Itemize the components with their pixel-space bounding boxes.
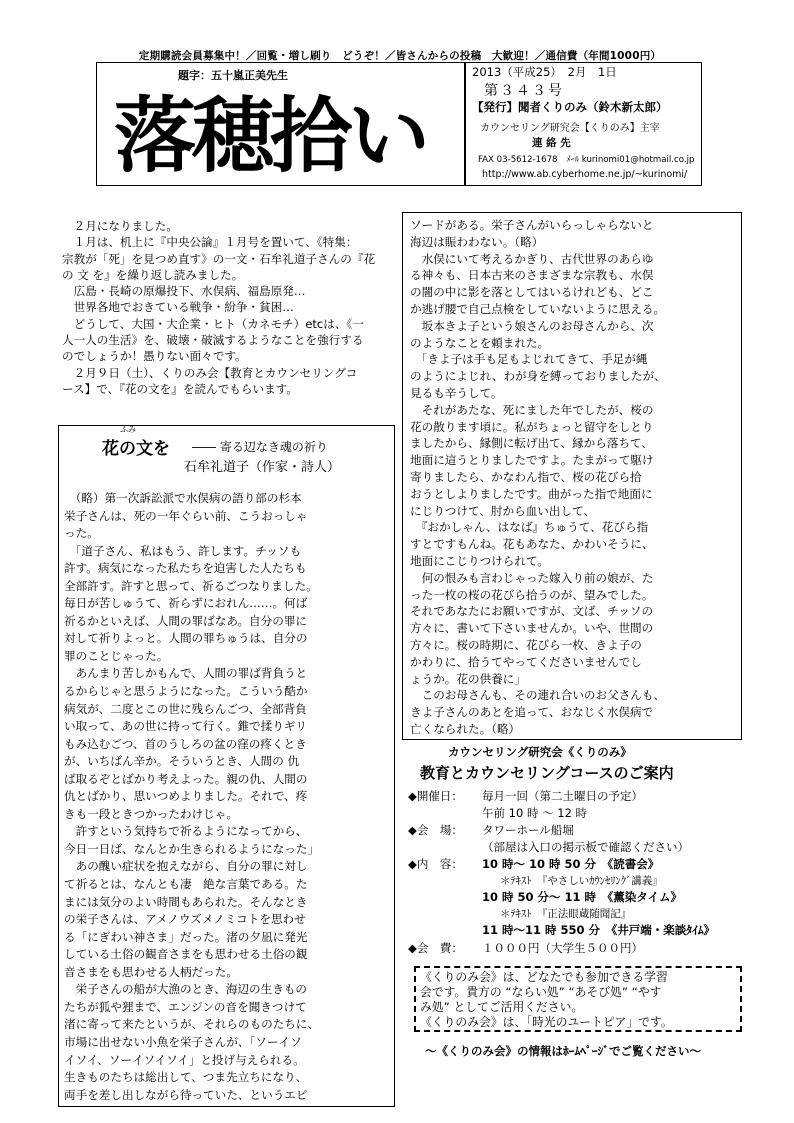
text-line: み処” としてご活用ください。 <box>420 1000 584 1014</box>
text-line: い取って、あの世に持って行く。錐で揉りギリ <box>64 719 308 734</box>
announcement-details <box>408 788 748 957</box>
announcement-value: 11 時～11 時 550 分 《井戸端・楽談ﾀｲﾑ》 <box>482 923 716 937</box>
text-line: あの醜い症状を抱えながら、自分の罪に対し <box>64 859 308 874</box>
text-line: ょうか。花の供養に」 <box>410 671 526 686</box>
text-line: 今日一日ば、なんとか生きられるようになった」 <box>64 841 320 856</box>
text-line: 花の散ります頃に。私がちょっと留守をしとり <box>410 419 654 434</box>
subscription-banner: 定期購読会員募集中！／回覧・増し刷り どうぞ！／皆さんからの投稿 大歓迎！／通信費（年間1000円） <box>138 50 662 62</box>
text-line: 生きものたちは総出して、つま先立ちになり、 <box>64 1070 308 1085</box>
announcement-value: タワーホール船堀 <box>482 823 574 837</box>
excerpt-author: 石牟礼道子（作家・詩人） <box>184 460 341 475</box>
text-line: 海辺は賑わわない。（略） <box>410 234 544 249</box>
text-line: 寄りましたら、かなわん指で、桜の花びら拾 <box>410 469 642 484</box>
text-line: きよ子さんのあとを追って、おなじく水俣病で <box>410 705 654 720</box>
announcement-label: ◆会 場： <box>408 823 463 837</box>
text-line: おうとしよりましたです。曲がった指で地面に <box>410 486 653 501</box>
announcement-row <box>408 856 748 939</box>
announcement-value: １０００円（大学生５００円） <box>482 940 643 955</box>
text-line: 地面に這うとりましたですよ。たまがって駆け <box>410 453 654 468</box>
svg-text:落穂拾い: 落穂拾い <box>114 88 427 178</box>
text-line: きも一段ときつかったわけじゃ。 <box>64 806 238 821</box>
text-line: もみ込むごつ、首のうしろの盆の窪の疼くとき <box>64 736 307 751</box>
announcement-title: 教育とカウンセリングコースのご案内 <box>420 764 674 782</box>
issue-number: 第３４３号 <box>484 83 564 99</box>
text-line: 「きよ子は手も足もよじれてきて、手足が縄 <box>410 352 648 367</box>
text-line: るからじゃと思うようになった。こういう酷か <box>64 684 308 699</box>
text-line: が、いちばん辛か。そういうとき、人間の 仇 <box>64 754 300 769</box>
text-line: ース】で、『花の文を』を読んでもらいます。 <box>62 381 298 396</box>
text-line: て祈るとは、なんとも凄 絶な言葉である。た <box>64 877 308 892</box>
masthead-title-logo <box>112 82 462 178</box>
text-line: にじりつけて、肘から血い出して、 <box>410 503 596 518</box>
text-line: 宗教が「死」を見つめ直す》の一文・石牟礼道子さんの『花 <box>62 251 376 266</box>
announcement-value: 10 時 50 分～ 11 時 《薫染タイム》 <box>482 890 683 904</box>
issue-date: 2013（平成25） 2月 1日 <box>472 65 617 79</box>
text-line: 《くりのみ会》は、「時光のユートピア」です。 <box>420 1015 673 1029</box>
text-line: 「道子さん、私はもう、許します。チッソも <box>64 543 302 558</box>
text-line: 罪のことじゃった。 <box>64 648 169 663</box>
text-line: る「にぎわい神さま」だった。渚の夕凪に発光 <box>64 929 308 944</box>
text-line: か逃げ腰で自己点検をしていないように思える。 <box>410 301 666 316</box>
text-line: ば取るぞとばかり考えよった。親の仇、人間の <box>64 771 308 786</box>
text-line: 人一人の生活》を、破壊・破滅するようなことを強行する <box>62 333 364 348</box>
text-line: 渚に寄って来たというが、それらのものたちに、 <box>64 1017 320 1032</box>
announcement-org: カウンセリング研究会《くりのみ》 <box>448 745 632 759</box>
text-line: あんまり苦しかもんで、人間の罪ば背負うと <box>64 666 308 681</box>
text-line: のようによじれ、わが身を縛っておりましたが、 <box>410 369 666 384</box>
text-line: 全部許す。許すと思って、祈るごつなりました。 <box>64 578 318 593</box>
announcement-label: ◆会 費： <box>408 940 463 955</box>
text-line: （略）第一次訴訟派で水俣病の語り部の杉本 <box>64 491 302 505</box>
announcement-value: ＊ﾃｷｽﾄ 『やさしいｶｳﾝｾﾘﾝｸﾞ講義』 <box>500 874 663 887</box>
text-line: １月は、机上に『中央公論』１月号を置いて、《特集： <box>62 235 358 250</box>
text-line: のようなことを頼まれた。 <box>410 335 550 350</box>
text-line: すとですもんね。花もあなた、かわいそうに、 <box>410 537 654 552</box>
text-line: の闇の中に影を落としてはいるけれども、どこ <box>410 285 654 300</box>
excerpt-body <box>64 490 390 1104</box>
text-line: 見るも辛うして。 <box>410 385 503 400</box>
text-line: 会です。貴方の “ならい処” “あそび処” “やす <box>420 985 662 999</box>
text-line: 水俣にいて考えるかぎり、古代世界のあらゆ <box>410 251 654 266</box>
text-line: どうして、大国・大企業・ヒト（カネモチ）etcは、《一 <box>62 316 364 331</box>
website-url[interactable]: http://www.ab.cyberhome.ne.jp/~kurinomi/ <box>482 169 688 180</box>
text-line: 地面にこじりつけられて。 <box>410 553 549 568</box>
announcement-value: 午前 10 時 ～ 12 時 <box>482 805 588 820</box>
text-line: ２月９日（土）、くりのみ会【教育とカウンセリングコ <box>62 365 358 380</box>
footer-note: ～《くりのみ会》の情報はﾎｰﾑﾍﾟｰｼﾞでご覧ください～ <box>425 1044 701 1058</box>
text-line: 毎日が苦しゅうて、祈らずにおれん……。何ば <box>64 596 308 611</box>
announcement-label: ◆内 容： <box>408 857 463 871</box>
calligraphy-credit: 題字：五十嵐正美先生 <box>178 69 288 82</box>
text-line: 方々に、書いて下さいませんか。いや、世間の <box>410 621 654 636</box>
intro-text <box>62 218 392 397</box>
contact-label: 連 絡 先 <box>532 137 571 149</box>
text-line: 祈るかといえば、人間の罪ばなあ。自分の罪に <box>64 613 308 628</box>
text-line: った一枚の桜の花びら拾うのが、望みでした。 <box>410 587 654 602</box>
text-line: ましたから、縁側に転げ出て、縁から落ちて、 <box>410 436 653 451</box>
announcement-row <box>408 822 748 855</box>
text-line: 許す。病気になった私たちを迫害した人たちも <box>64 561 307 576</box>
text-line: の 文 を』を繰り返し読みました。 <box>62 267 244 282</box>
text-line: ソードがある。栄子さんがいらっしゃらないと <box>410 218 654 232</box>
excerpt-continuation-text <box>410 217 738 738</box>
text-line: の栄子さんは、アメノウズメノミコトを思わせ <box>64 912 306 927</box>
text-line: ２月になりました。 <box>62 219 178 233</box>
masthead-divider <box>464 62 466 186</box>
announcement-row <box>408 940 748 957</box>
announcement-value: ＊ﾃｷｽﾄ 『正法眼蔵随聞記』 <box>500 907 632 920</box>
text-line: る神々も、日本古来のさまざまな宗教も、水俣 <box>410 268 654 283</box>
text-line: それであなたにお願いですが、文ば、チッソの <box>410 604 654 619</box>
text-line: 《くりのみ会》は、どなたでも参加できる学習 <box>420 970 668 984</box>
text-line: 方々に。桜の時期に、花びら一枚、きよ子の <box>410 637 642 652</box>
text-line: イソイ、ソーイソイソイ」と投げ与えられる。 <box>64 1052 305 1067</box>
text-line: 両手を差し出しながら待っていた、というエピ <box>64 1087 308 1102</box>
text-line: 対して祈りよっと。人間の罪ちゅうは、自分の <box>64 631 308 646</box>
text-line: 仇とばかり、思いつめよりました。それで、疼 <box>64 789 308 804</box>
excerpt-subtitle: ―― 寄る辺なき魂の祈り <box>192 440 328 454</box>
text-line: している土俗の観音さまをも思わせる土俗の観 <box>64 947 308 962</box>
text-line: 世界各地でおきている戦争・紛争・貧困… <box>62 300 294 315</box>
announcement-row <box>408 788 748 821</box>
text-line: 広島・長崎の原爆投下、水俣病、福島原発… <box>62 284 306 299</box>
invite-text <box>420 970 740 1030</box>
text-line: 病気が、二度とこの世に残らんごつ、全部背負 <box>64 701 307 716</box>
text-line: 音さまをも思わせる人柄だった。 <box>64 964 238 979</box>
text-line: 『おかしゃん、はなば』ちゅうて、花びら指 <box>410 520 649 535</box>
text-line: った。 <box>64 526 99 541</box>
text-line: 亡くなられた。（略） <box>410 721 521 736</box>
text-line: たちが狐や狸まで、エンジンの音を聞きつけて <box>64 999 307 1014</box>
excerpt-ruby: ふみ <box>120 425 136 434</box>
publisher-line: 【発行】聞者くりのみ（鈴木新太郎） <box>472 100 668 114</box>
text-line: のでしょうか！愚りない面々です。 <box>62 349 247 364</box>
excerpt-title: 花の文を <box>102 439 170 459</box>
announcement-value: （部屋は入口の掲示板で確認ください） <box>482 839 689 854</box>
announcement-value: 毎月一回（第二土曜日の予定） <box>482 789 643 803</box>
announcement-label: ◆開催日： <box>408 789 463 803</box>
text-line: まには気分のよい時間もあられた。そんなとき <box>64 894 308 909</box>
text-line: 栄子さんの船が大漁のとき、海辺の生きもの <box>64 982 308 997</box>
text-line: それがあたな、死にました年でしたが、桜の <box>410 402 654 417</box>
text-line: 市場に出せない小魚を栄子さんが、「ソーイソ <box>64 1034 302 1049</box>
organization-line: カウンセリング研究会【くりのみ】主宰 <box>480 123 660 134</box>
fax-email-line: FAX 03-5612-1678 ﾒｰﾙ kurinomi01@hotmail.co.jp <box>478 155 695 165</box>
text-line: 許すという気持ちで祈るようになってから、 <box>64 824 308 839</box>
text-line: かわりに、拾うてやってくださいませんでし <box>410 654 642 669</box>
text-line: 坂本きよ子という娘さんのお母さんから、次 <box>410 318 654 333</box>
text-line: 何の恨みも言わじゃった嫁入り前の娘が、た <box>410 570 654 585</box>
text-line: 栄子さんは、死の一年ぐらい前、こうおっしゃ <box>64 508 308 523</box>
announcement-value: 10 時～ 10 時 50 分 《読書会》 <box>482 857 660 871</box>
text-line: このお母さんも、その連れ合いのお父さんも、 <box>410 688 666 703</box>
